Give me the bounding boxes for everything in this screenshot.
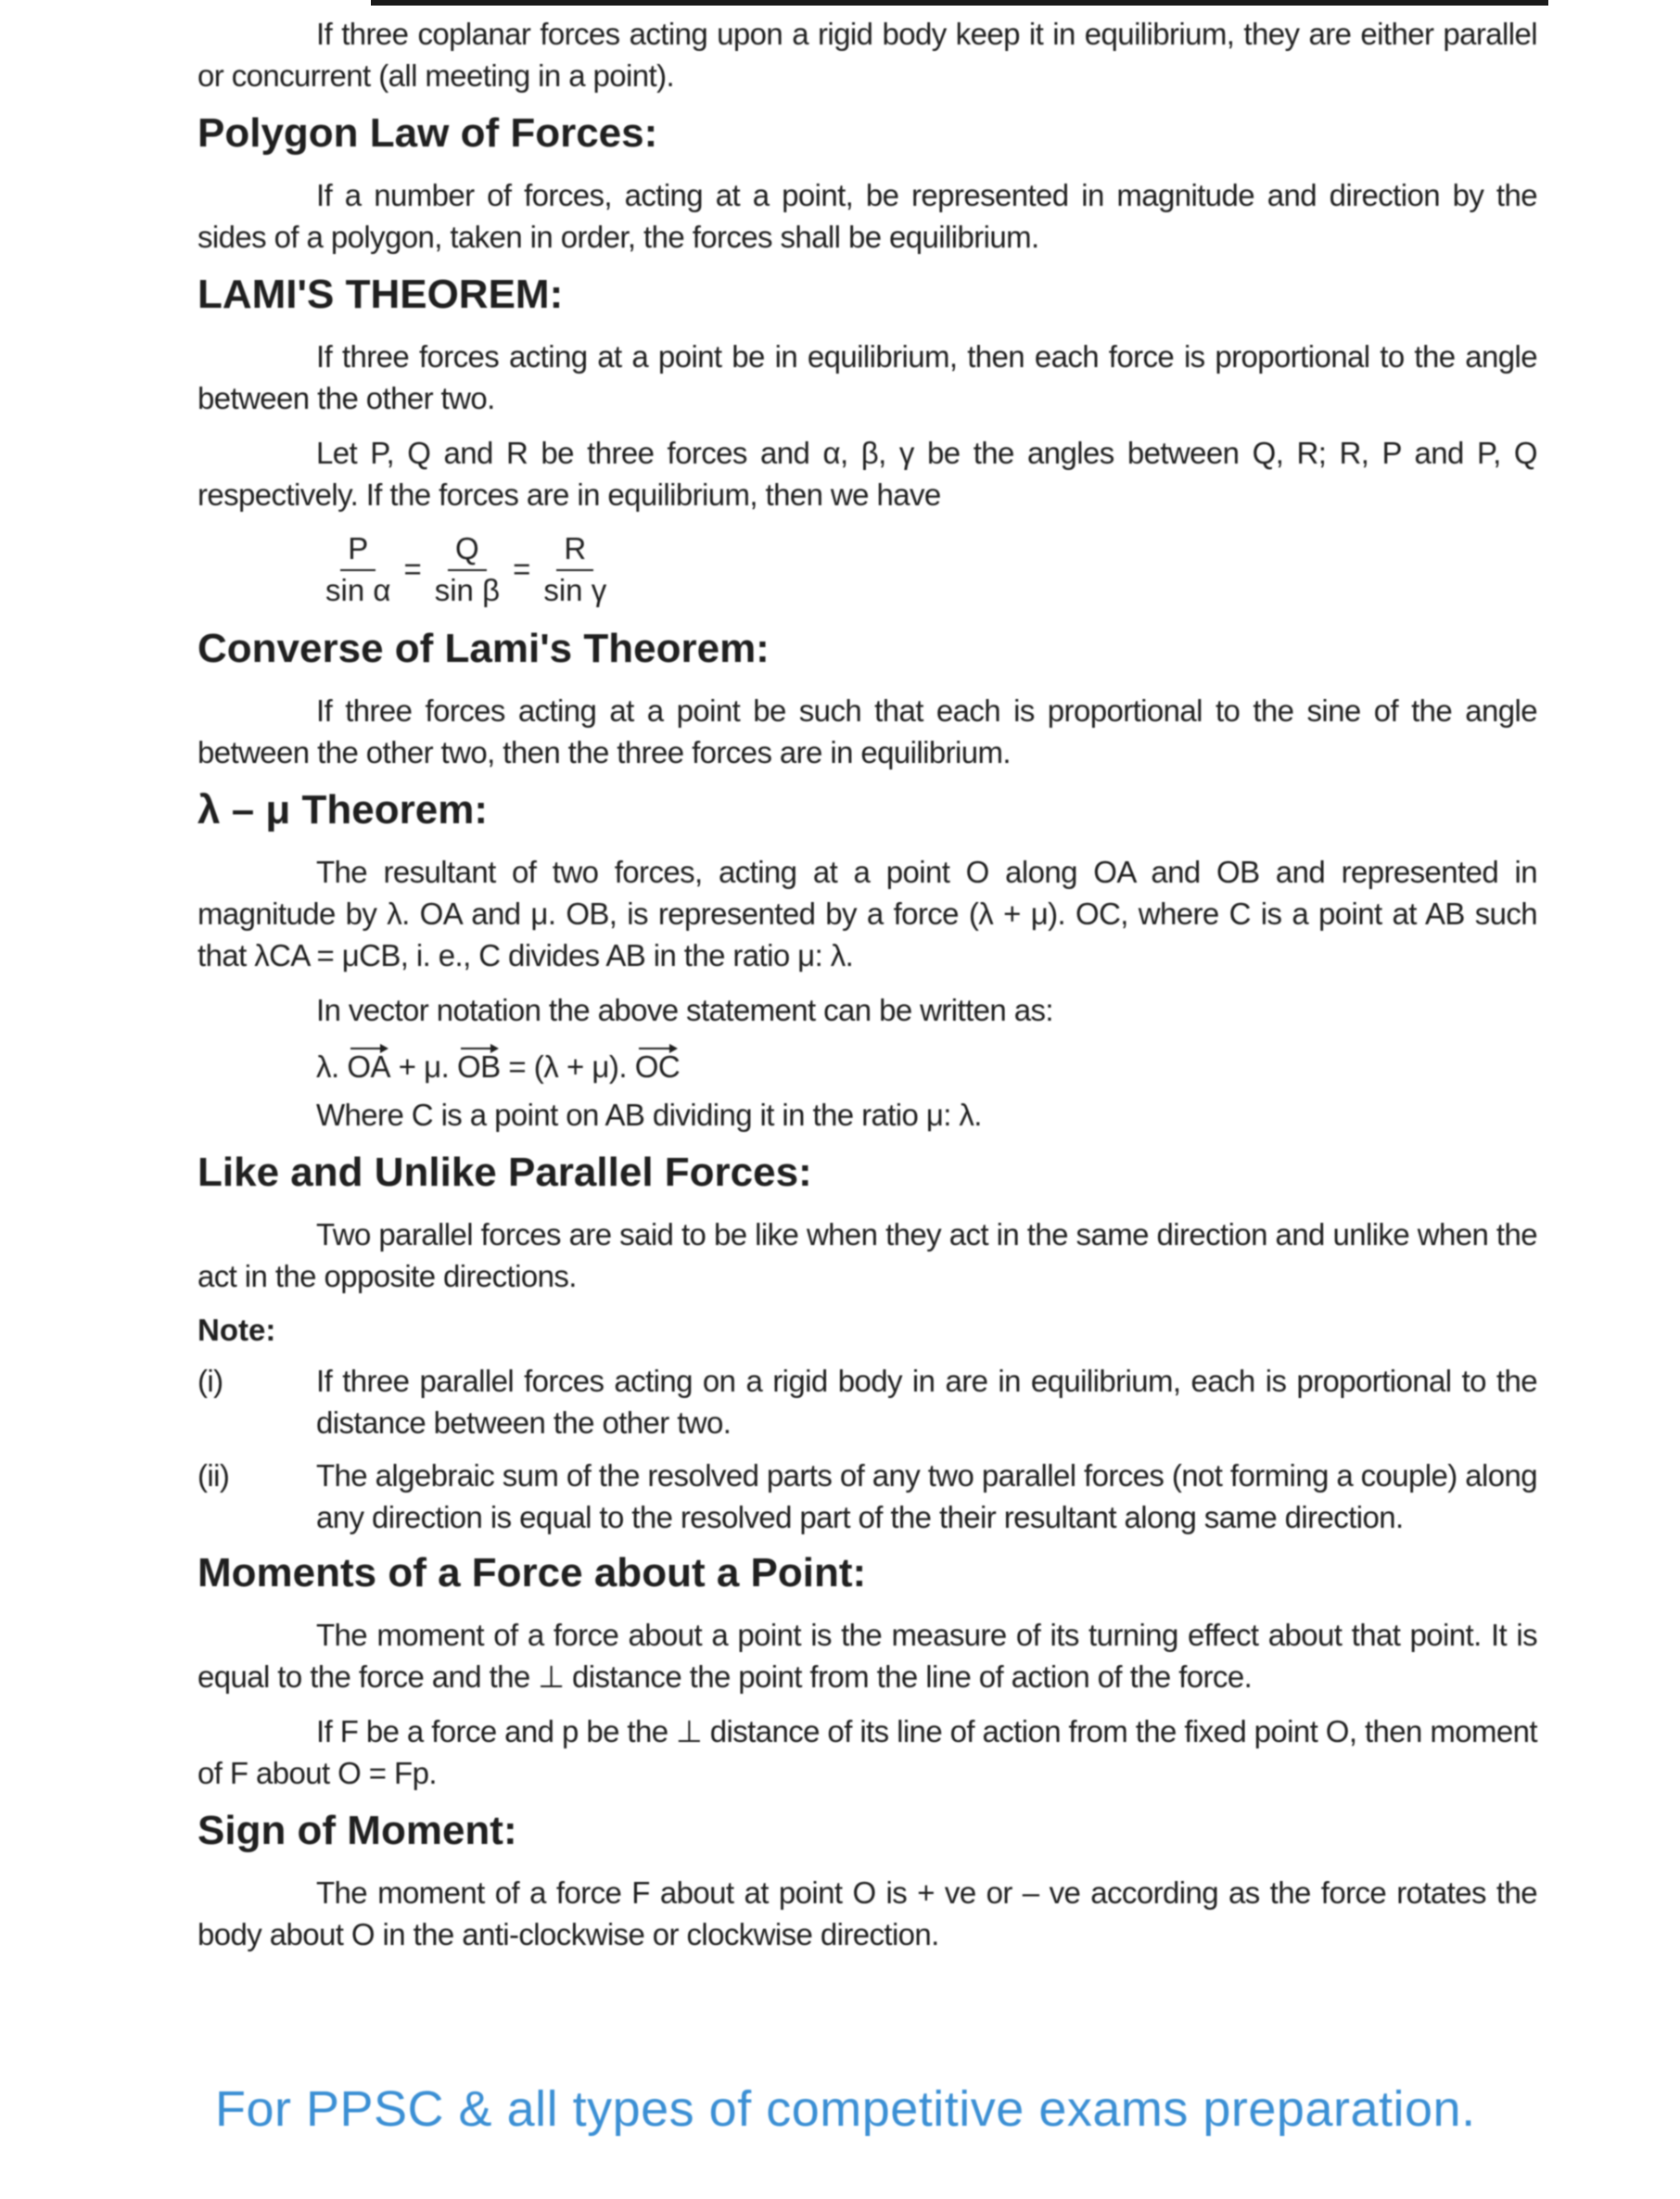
fraction-numerator: P [340,528,375,571]
note-item [197,1455,1537,1538]
vector-lambda: λ. [316,1049,339,1084]
lami-text-1: If three forces acting at a point be in equilibrium, then each force is proportional to the angle between the other two. [197,339,1537,415]
equals-sign: = [513,552,531,586]
note-number: (i) [197,1364,223,1398]
lambda-mu-text-2: In vector notation the above statement can be written as: [316,993,1053,1027]
parallel-forces-text: Two parallel forces are said to be like when they act in the same direction and unlike when the act in the opposite directions. [197,1217,1537,1293]
sign-of-moment-heading: Sign of Moment: [197,1808,517,1853]
lambda-mu-text-1: The resultant of two forces, acting at a point O along OA and OB and represented in magnitude by λ. OA and μ. OB, is represented by a force (λ + μ). OC, where C is a point at AB such that λCA = μCB, i. e., C divides AB in the ratio μ: λ. [197,855,1537,972]
intro-paragraph: If three coplanar forces acting upon a rigid body keep it in equilibrium, they are either parallel or concurrent (all meeting in a point). [197,17,1537,93]
moments-text-2: If F be a force and p be the ⊥ distance of its line of action from the fixed point O, then moment of F about O = Fp. [197,1714,1537,1790]
vector-oa: OA [347,1044,390,1090]
note-number: (ii) [197,1458,230,1493]
lami-heading: LAMI'S THEOREM: [197,272,564,317]
fraction-denominator: sin α [325,573,391,607]
fraction-r [538,528,612,610]
vector-oc: OC [635,1044,681,1090]
fraction-q [429,528,505,610]
page-content [197,13,1537,1968]
note-text: The algebraic sum of the resolved parts of any two parallel forces (not forming a couple) along any direction is equal to the resolved part of the their resultant along same direction. [316,1458,1537,1534]
equals-sign: = [403,552,422,586]
lami-text-2: Let P, Q and R be three forces and α, β, γ be the angles between Q, R; R, P and P, Q respectively. If the forces are in equilibrium, then we have [197,436,1537,512]
moments-text-1: The moment of a force about a point is the measure of its turning effect about that point. It is equal to the force and the ⊥ distance the point from the line of action of the force. [197,1618,1537,1694]
lambda-mu-text-3: Where C is a point on AB dividing it in the ratio μ: λ. [316,1098,982,1132]
polygon-law-heading: Polygon Law of Forces: [197,110,658,156]
note-text: If three parallel forces acting on a rigid body in are in equilibrium, each is proportional to the distance between the other two. [316,1364,1537,1440]
fraction-denominator: sin β [434,573,501,607]
fraction-numerator: R [556,528,593,571]
vector-equals: = (λ + μ). [508,1049,628,1084]
footer-banner: For PPSC & all types of competitive exams preparation. [215,2081,1476,2137]
fraction-numerator: Q [448,528,487,571]
vector-equation [316,1044,1537,1090]
vector-plus-mu: + μ. [398,1049,450,1084]
sign-of-moment-text: The moment of a force F about at point O is + ve or – ve according as the force rotates the body about O in the anti-clockwise or clockwise direction. [197,1875,1537,1951]
note-label: Note: [197,1313,276,1347]
polygon-law-text: If a number of forces, acting at a point, be represented in magnitude and direction by the sides of a polygon, taken in order, the forces shall be equilibrium. [197,178,1537,254]
lami-formula [316,528,1537,610]
lambda-mu-heading: λ – μ Theorem: [197,787,489,833]
fraction-denominator: sin γ [543,573,607,607]
moments-heading: Moments of a Force about a Point: [197,1550,867,1595]
top-rule [371,0,1548,6]
fraction-p [320,528,396,610]
parallel-forces-heading: Like and Unlike Parallel Forces: [197,1150,812,1195]
converse-lami-text: If three forces acting at a point be such that each is proportional to the sine of the angle between the other two, then the three forces are in equilibrium. [197,693,1537,769]
vector-ob: OB [457,1044,501,1090]
note-item [197,1360,1537,1443]
converse-lami-heading: Converse of Lami's Theorem: [197,626,770,671]
